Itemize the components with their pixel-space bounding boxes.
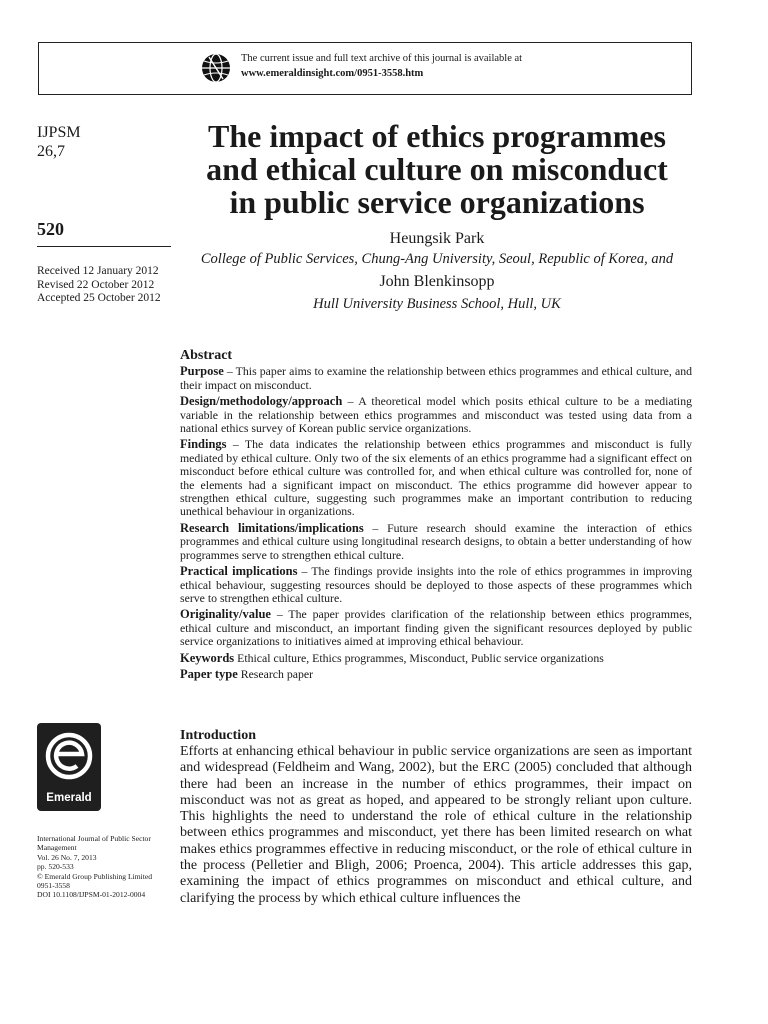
abstract-section: Purpose – This paper aims to examine the relationship between ethics programmes and ethical culture, and their impact on misconduct.	[180, 364, 692, 392]
accepted-date: Accepted 25 October 2012	[37, 292, 161, 304]
abstract-section: Practical implications – The findings provide insights into the role of ethics programmes in improving ethical behaviour, suggesting resources should be deployed to those aspects of these programmes which serve to strengthen ethical culture.	[180, 564, 692, 605]
submission-dates	[37, 265, 175, 306]
journal-abbrev: IJPSM	[37, 124, 81, 141]
emerald-e-icon	[37, 723, 101, 789]
title-line: in public service organizations	[229, 184, 645, 220]
introduction-heading: Introduction	[180, 728, 256, 743]
introduction	[180, 727, 692, 907]
publication-info	[37, 834, 179, 900]
abstract-section: Originality/value – The paper provides clarification of the relationship between ethics programmes, ethical culture and misconduct, an important finding given the significant resources deployed by public service organizations to initiatives aimed at improving ethical behaviour.	[180, 607, 692, 649]
keywords: Keywords Ethical culture, Ethics programmes, Misconduct, Public service organizations	[180, 650, 604, 665]
paper-type: Paper type Research paper	[180, 666, 314, 681]
introduction-paragraph: Efforts at enhancing ethical behaviour in public service organizations are seen as important and widespread (Feldheim and Wang, 2002), but the ERC (2005) concluded that although there had been an increase in the number of ethics programmes, their impact on misconduct was not as great as hoped, and appeared to be strongly reliant upon culture. This highlights the need to understand the role of ethical culture in the relationship between ethics programmes and misconduct, yet there has been limited research on what makes ethics programmes effective in reducing misconduct, or the role of ethical culture in the process (Pelletier and Bligh, 2006; Proenca, 2004). This article addresses this gap, examining the impact of ethics programmes on misconduct and ethical culture, and clarifying the process by which ethical culture influences the	[180, 744, 692, 906]
title-line: The impact of ethics programmes	[208, 118, 666, 154]
pub-info-line: Vol. 26 No. 7, 2013	[37, 852, 97, 862]
received-date: Received 12 January 2012	[37, 265, 159, 277]
pub-info-line: International Journal of Public Sector	[37, 834, 151, 843]
author-affiliation: Hull University Business School, Hull, UK	[313, 296, 561, 312]
title-line: and ethical culture on misconduct	[206, 151, 668, 187]
logo-wordmark: Emerald	[46, 792, 92, 804]
pub-info-line: pp. 520-533	[37, 862, 74, 872]
journal-code	[37, 123, 175, 161]
emerald-logo	[37, 723, 101, 811]
abstract-heading: Abstract	[180, 348, 233, 363]
article-title	[172, 120, 702, 219]
pub-info-line: Management	[37, 843, 77, 853]
revised-date: Revised 22 October 2012	[37, 278, 155, 291]
globe-icon	[201, 53, 231, 83]
pub-info-line: DOI 10.1108/IJPSM-01-2012-0004	[37, 890, 146, 900]
banner-url-link[interactable]: www.emeraldinsight.com/0951-3558.htm	[241, 68, 424, 79]
abstract-section: Research limitations/implications – Future research should examine the interaction of ethics programmes and ethical culture using longitudinal research designs, to obtain a better understanding of how programmes serve to strengthen ethical culture.	[180, 520, 692, 562]
journal-archive-banner	[38, 42, 692, 95]
pub-info-line: 0951-3558	[37, 881, 70, 891]
page-number: 520	[37, 219, 171, 247]
banner-text: The current issue and full text archive of this journal is available at	[241, 53, 523, 64]
author-name: John Blenkinsopp	[379, 273, 495, 290]
abstract-section: Findings – The data indicates the relationship between ethics programmes and misconduct is fully mediated by ethical culture. Only two of the six elements of an ethics programme had a significant effect on misconduct before ethical culture was controlled for, and when ethical culture was controlled for, none of the elements had a significant impact on misconduct. The ethics programme did however appear to strengthen ethical culture, suggesting such programmes make an important contribution to reducing unethical behaviour in organizations.	[180, 437, 692, 519]
author-name: Heungsik Park	[389, 230, 485, 247]
author-affiliation: College of Public Services, Chung-Ang University, Seoul, Republic of Korea, and	[200, 251, 674, 267]
volume-issue: 26,7	[37, 143, 65, 160]
pub-info-line: © Emerald Group Publishing Limited	[37, 871, 153, 881]
abstract	[180, 349, 692, 684]
abstract-section: Design/methodology/approach – A theoretical model which posits ethical culture to be a mediating variable in the relationship between ethics programmes and misconduct was tested using data from a national ethics survey of Korean public service organizations.	[180, 394, 692, 436]
